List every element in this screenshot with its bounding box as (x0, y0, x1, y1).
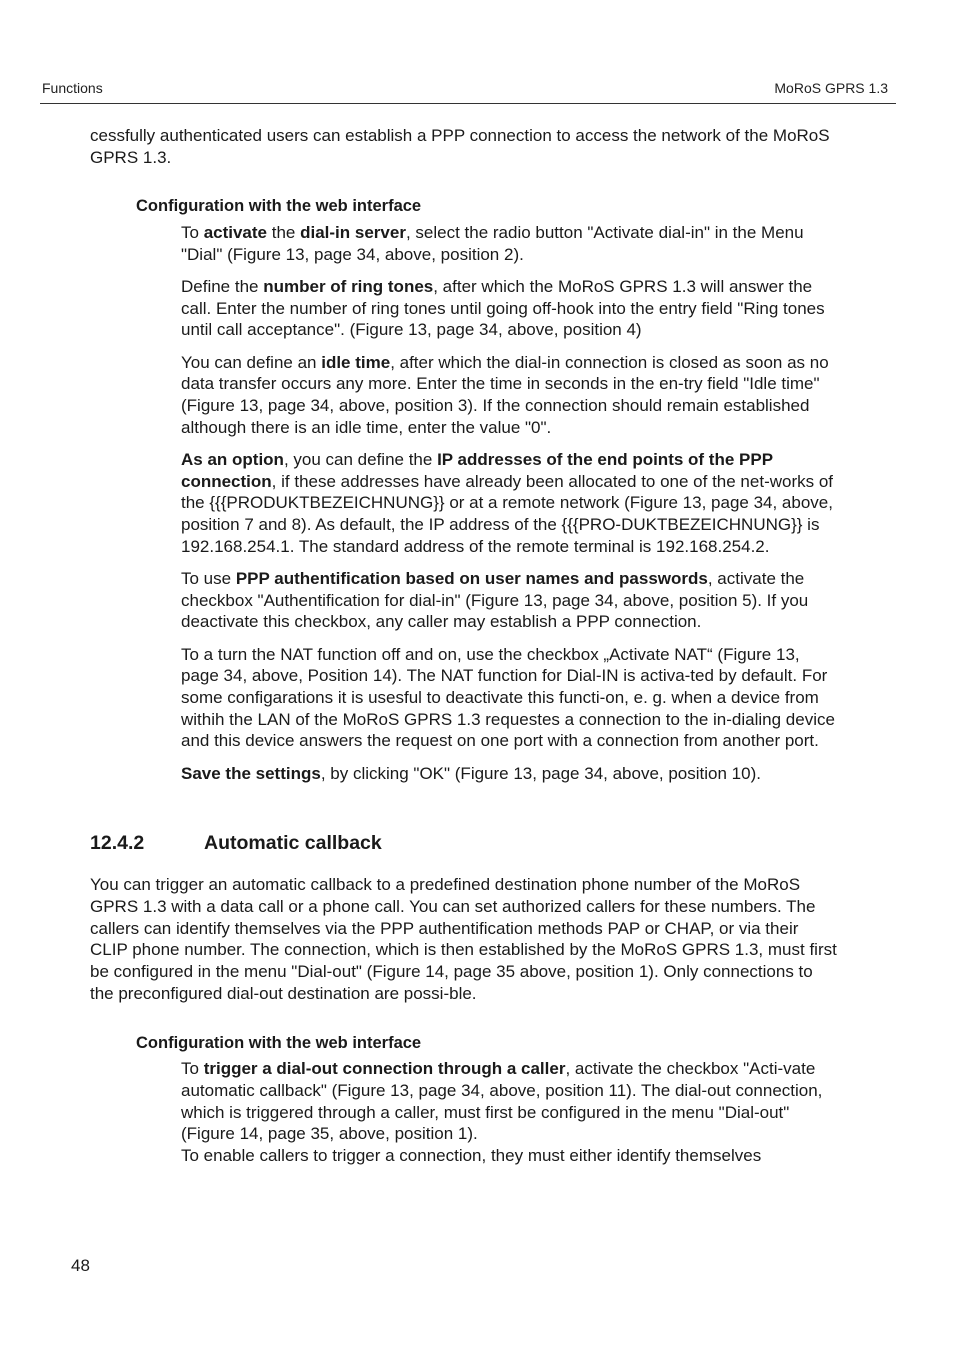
enable-callers-paragraph: To enable callers to trigger a connection, they must either identify themselves (181, 1146, 762, 1166)
idle-time-paragraph: You can define an idle time, after which the dial-in connection is closed as soon as no data transfer occurs any more. Enter the time in seconds in the en-try field "Idle time" (Figure 13, page 34, above, position 3). If the connection should remain established although there is an idle time, enter the value "0". (181, 352, 829, 437)
callback-paragraph: You can trigger an automatic callback to a predefined destination phone number of the MoRoS GPRS 1.3 with a data call or a phone call. You can set authorized callers for these numbers. The callers can identify themselves via the PPP authentification methods PAP or CHAP, or via their CLIP phone number. The connection, which is then established by the MoRoS GPRS 1.3, must first be configured in the menu "Dial-out" (Figure 14, page 35 above, position 1). Only connections to the preconfigured dial-out destination are possi-ble. (90, 875, 837, 1003)
trigger-dial-out-paragraph: To trigger a dial-out connection through a caller, activate the checkbox "Acti-vate automatic callback" (Figure 13, page 34, above, position 11). The dial-out connection, which is triggered through a caller, must first be configured in the menu "Dial-out" (Figure 14, page 35, above, position 1). (181, 1059, 823, 1144)
config-heading-2: Configuration with the web interface (136, 1033, 422, 1052)
ppp-auth-paragraph: To use PPP authentification based on user names and passwords, activate the checkbox "Authentification for dial-in" (Figure 13, page 34, above, position 5). If you deactivate this checkbox, any caller may establish a PPP connection. (181, 568, 809, 632)
activate-dial-in-paragraph: To activate the dial-in server, select the radio button "Activate dial-in" in the Menu "Dial" (Figure 13, page 34, above, position 2). (181, 223, 804, 264)
section-number: 12.4.2 (90, 832, 145, 855)
section-title: Automatic callback (204, 832, 382, 855)
running-header (40, 79, 896, 104)
header-product: MoRoS GPRS 1.3 (774, 80, 888, 96)
nat-paragraph: To a turn the NAT function off and on, use the checkbox „Activate NAT“ (Figure 13, page 34, above, Position 14). The NAT function for Dial-IN is activa-ted by default. For some configarations it is usesful to deactivate this functi-on, e. g. when a device from withih the LAN of the MoRoS GPRS 1.3 requestes a connection to the in-dialing device and this device answers the request on one port with a connection from another port. (181, 644, 835, 751)
intro-paragraph: cessfully authenticated users can establish a PPP connection to access the network of the MoRoS GPRS 1.3. (90, 126, 830, 167)
save-settings-paragraph: Save the settings, by clicking "OK" (Figure 13, page 34, above, position 10). (181, 763, 761, 783)
config-heading-1: Configuration with the web interface (136, 197, 422, 216)
page-number: 48 (71, 1256, 90, 1275)
section-heading (90, 831, 838, 855)
header-chapter: Functions (42, 80, 103, 96)
ip-addresses-paragraph: As an option, you can define the IP addresses of the end points of the PPP connection, if these addresses have already been allocated to one of the net-works of the {{{PRODUKTBEZEICHNUNG}} or at a remote network (Figure 13, page 34, above, position 7 and 8). As default, the IP address of the {{{PRO-DUKTBEZEICHNUNG}} is 192.168.254.1. The standard address of the remote terminal is 192.168.254.2. (181, 449, 834, 556)
ring-tones-paragraph: Define the number of ring tones, after which the MoRoS GPRS 1.3 will answer the call. Enter the number of ring tones until going off-hook into the entry field "Ring tones until call acceptance". (Figure 13, page 34, above, position 4) (181, 277, 825, 340)
page-content (90, 125, 838, 1167)
